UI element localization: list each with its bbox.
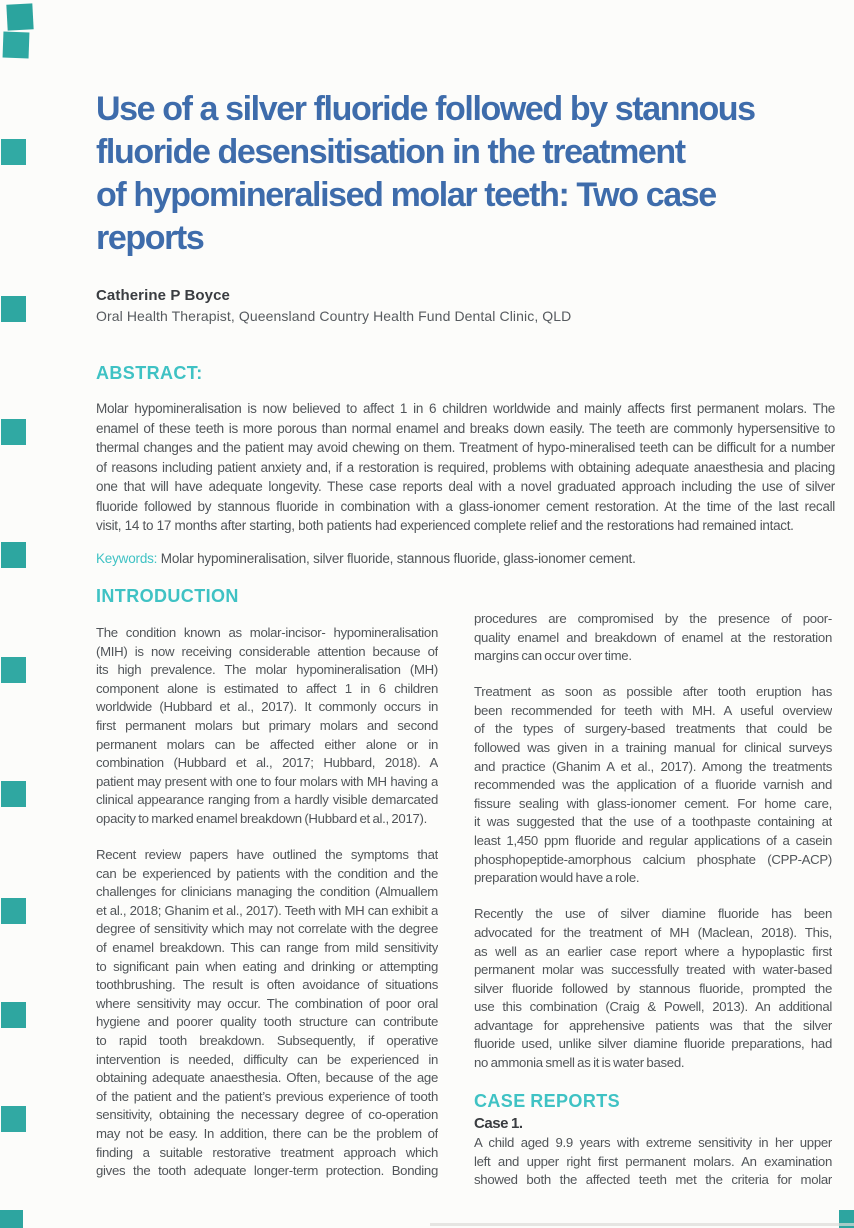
text-line: of enamel breakdown. This can range from mild sensitivity xyxy=(96,940,438,955)
text-line: Treatment as soon as possible after tooth eruption has xyxy=(474,684,832,700)
text-line: fluoride desensitisation in the treatment xyxy=(96,133,685,171)
intro-paragraph-1 xyxy=(96,624,438,829)
text-line: followed was given in a training manual for clinical surveys xyxy=(474,740,832,756)
case-reports-heading: CASE REPORTS xyxy=(474,1091,621,1112)
teal-scan-marker xyxy=(1,1106,26,1132)
abstract-heading: ABSTRACT: xyxy=(96,363,203,383)
text-line: it was suggested that the use of a toothpaste containing at xyxy=(474,814,832,830)
text-line: (MIH) is now receiving considerable attention because of xyxy=(96,643,438,659)
text-line: least 1,450 ppm fluoride and regular applications of a casein xyxy=(474,833,832,849)
introduction-heading: INTRODUCTION xyxy=(96,586,239,606)
intro-paragraph-2 xyxy=(96,846,438,1181)
text-line: combination (Hubbard et al., 2017; Hubbard, 2018). A xyxy=(96,755,438,771)
text-line: et al., 2018; Ghanim et al., 2017). Teeth with MH can exhibit a xyxy=(96,902,438,918)
text-line: patient may present with one to four molars with MH having a xyxy=(96,773,438,789)
text-line: quality enamel and breakdown of enamel at the restoration xyxy=(474,629,832,645)
text-line: one that will have adequate longevity. These case reports deal with a novel graduated approach including the use of silver xyxy=(96,479,835,494)
text-line: of reasons including patient anxiety and, if a restoration is required, problems with obtaining adequate anaesthesia and placing xyxy=(96,459,835,475)
text-line: as well as an earlier case report where a hypoplastic first xyxy=(474,943,832,959)
text-line: been recommended for teeth with MH. A useful overview xyxy=(474,702,832,718)
text-line: Use of a silver fluoride followed by stannous xyxy=(96,90,755,128)
text-line: advantage for apprehensive patients was that the silver xyxy=(474,1017,832,1033)
case1-label: Case 1. xyxy=(474,1115,523,1133)
text-line: obtaining adequate anaesthesia. Often, because of the age xyxy=(96,1070,438,1086)
teal-scan-marker xyxy=(6,3,33,30)
text-line: component alone is estimated to affect 1 in 6 children xyxy=(96,680,438,696)
text-line: opacity to marked enamel breakdown (Hubbard et al., 2017). xyxy=(96,810,427,826)
text-line: margins can occur over time. xyxy=(474,648,632,664)
text-line: intervention is needed, difficulty can be experienced in xyxy=(96,1051,438,1067)
teal-scan-marker xyxy=(1,296,26,322)
intro-paragraph-4 xyxy=(474,683,832,888)
scan-edge-shadow xyxy=(430,1223,854,1226)
teal-scan-marker xyxy=(0,1210,23,1228)
text-line: phosphopeptide-amorphous calcium phosphate (CPP-ACP) xyxy=(474,851,832,867)
text-line: its high prevalence. The molar hypomineralisation (MH) xyxy=(96,662,438,678)
text-line: A child aged 9.9 years with extreme sensitivity in her upper xyxy=(474,1135,832,1151)
text-line: first permanent molars but primary molars and second xyxy=(96,717,438,733)
teal-scan-marker xyxy=(1,542,26,568)
text-line: The condition known as molar-incisor- hypomineralisation xyxy=(96,625,438,640)
intro-paragraph-5 xyxy=(474,905,832,1072)
text-line: degree of sensitivity which may not correlate with the degree xyxy=(96,921,438,937)
author-affiliation: Oral Health Therapist, Queensland Country Health Fund Dental Clinic, QLD xyxy=(96,308,572,324)
text-line: worldwide (Hubbard et al., 2017). It commonly occurs in xyxy=(96,699,438,715)
text-line: permanent molars can be affected either alone or in xyxy=(96,736,438,752)
text-line: where sensitivity may occur. The combination of poor oral xyxy=(96,995,438,1011)
text-line: may not be easy. In addition, there can be the problem of xyxy=(96,1125,438,1141)
intro-paragraph-3 xyxy=(474,610,832,666)
text-line: fissure sealing with glass-ionomer cement. For home care, xyxy=(474,795,832,811)
keywords-line xyxy=(96,551,835,566)
text-line: permanent molar was successfully treated with water-based xyxy=(474,962,832,978)
text-line: use this combination (Craig & Powell, 2013). An additional xyxy=(474,999,832,1015)
teal-scan-marker xyxy=(3,32,30,59)
text-line: left and upper right first permanent molars. An examination xyxy=(474,1153,832,1169)
text-line: gives the tooth adequate longer-term protection. Bonding xyxy=(96,1163,438,1179)
text-line: recommended was the application of a fluoride varnish and xyxy=(474,777,832,793)
text-line: toothbrushing. The result is often avoidance of situations xyxy=(96,977,438,993)
text-line: thermal changes and the patient may avoid chewing on them. Treatment of hypo-mineralised teeth can be difficult for a number xyxy=(96,440,835,455)
teal-scan-marker xyxy=(1,781,26,807)
abstract-text xyxy=(96,399,835,536)
text-line: to rapid tooth breakdown. Subsequently, if operative xyxy=(96,1032,438,1048)
text-line: enamel of these teeth is more porous than normal enamel and breaks down easily. The teeth are commonly hypersensitive to xyxy=(96,420,835,436)
text-line: preparation would have a role. xyxy=(474,870,640,886)
text-line: hygiene and poorer quality tooth structure can contribute xyxy=(96,1014,438,1030)
text-line: reports xyxy=(96,219,204,257)
left-column xyxy=(96,624,438,1181)
teal-scan-marker xyxy=(1,898,26,924)
text-line: and practice (Ghanim A et al., 2017). Among the treatments xyxy=(474,758,832,774)
teal-scan-marker xyxy=(1,139,26,165)
text-line: can be experienced by patients with the condition and the xyxy=(96,865,438,881)
text-line: silver fluoride followed by stannous fluoride, prompted the xyxy=(474,980,832,996)
right-column xyxy=(474,610,832,1190)
text-line: Molar hypomineralisation is now believed to affect 1 in 6 children worldwide and mainly affects first permanent molars. The xyxy=(96,401,835,416)
text-line: of hypomineralised molar teeth: Two case xyxy=(96,176,716,214)
teal-scan-marker xyxy=(1,657,26,683)
text-line: clinical appearance ranging from a hardly visible demarcated xyxy=(96,792,438,808)
text-line: finding a suitable restorative treatment approach which xyxy=(96,1144,438,1160)
text-line: sensitivity, obtaining the necessary degree of co-operation xyxy=(96,1107,438,1123)
teal-scan-marker xyxy=(1,419,26,445)
text-line: procedures are compromised by the presence of poor- xyxy=(474,611,832,626)
author-name: Catherine P Boyce xyxy=(96,287,230,304)
text-line: Recently the use of silver diamine fluoride has been xyxy=(474,906,832,922)
text-line: of the patient and the patient’s previous experience of tooth xyxy=(96,1088,438,1104)
text-line: fluoride followed by stannous fluoride in combination with a glass-ionomer cement restoration. At the time of the last recall xyxy=(96,498,835,514)
teal-scan-marker xyxy=(1,1002,26,1028)
text-line: advocated for the treatment of MH (Maclean, 2018). This, xyxy=(474,924,832,940)
text-line: no ammonia smell as it is water based. xyxy=(474,1055,685,1071)
keywords-label: Keywords: xyxy=(96,551,158,566)
case1-text xyxy=(474,1134,832,1190)
article-title xyxy=(96,88,842,260)
text-line: to significant pain when eating and drinking or attempting xyxy=(96,958,438,974)
keywords-text: Molar hypomineralisation, silver fluoride, stannous fluoride, glass-ionomer cement. xyxy=(157,551,636,566)
text-line: of the types of surgery-based treatments that could be xyxy=(474,721,832,737)
text-line: visit, 14 to 17 months after starting, both patients had experienced complete relief and the restorations had remained intact. xyxy=(96,518,794,533)
text-line: showed both the affected teeth met the criteria for molar xyxy=(474,1172,832,1188)
text-line: challenges for clinicians managing the condition (Almuallem xyxy=(96,884,438,900)
text-line: Recent review papers have outlined the symptoms that xyxy=(96,847,438,863)
text-line: fluoride used, unlike silver diamine fluoride preparations, had xyxy=(474,1036,832,1052)
